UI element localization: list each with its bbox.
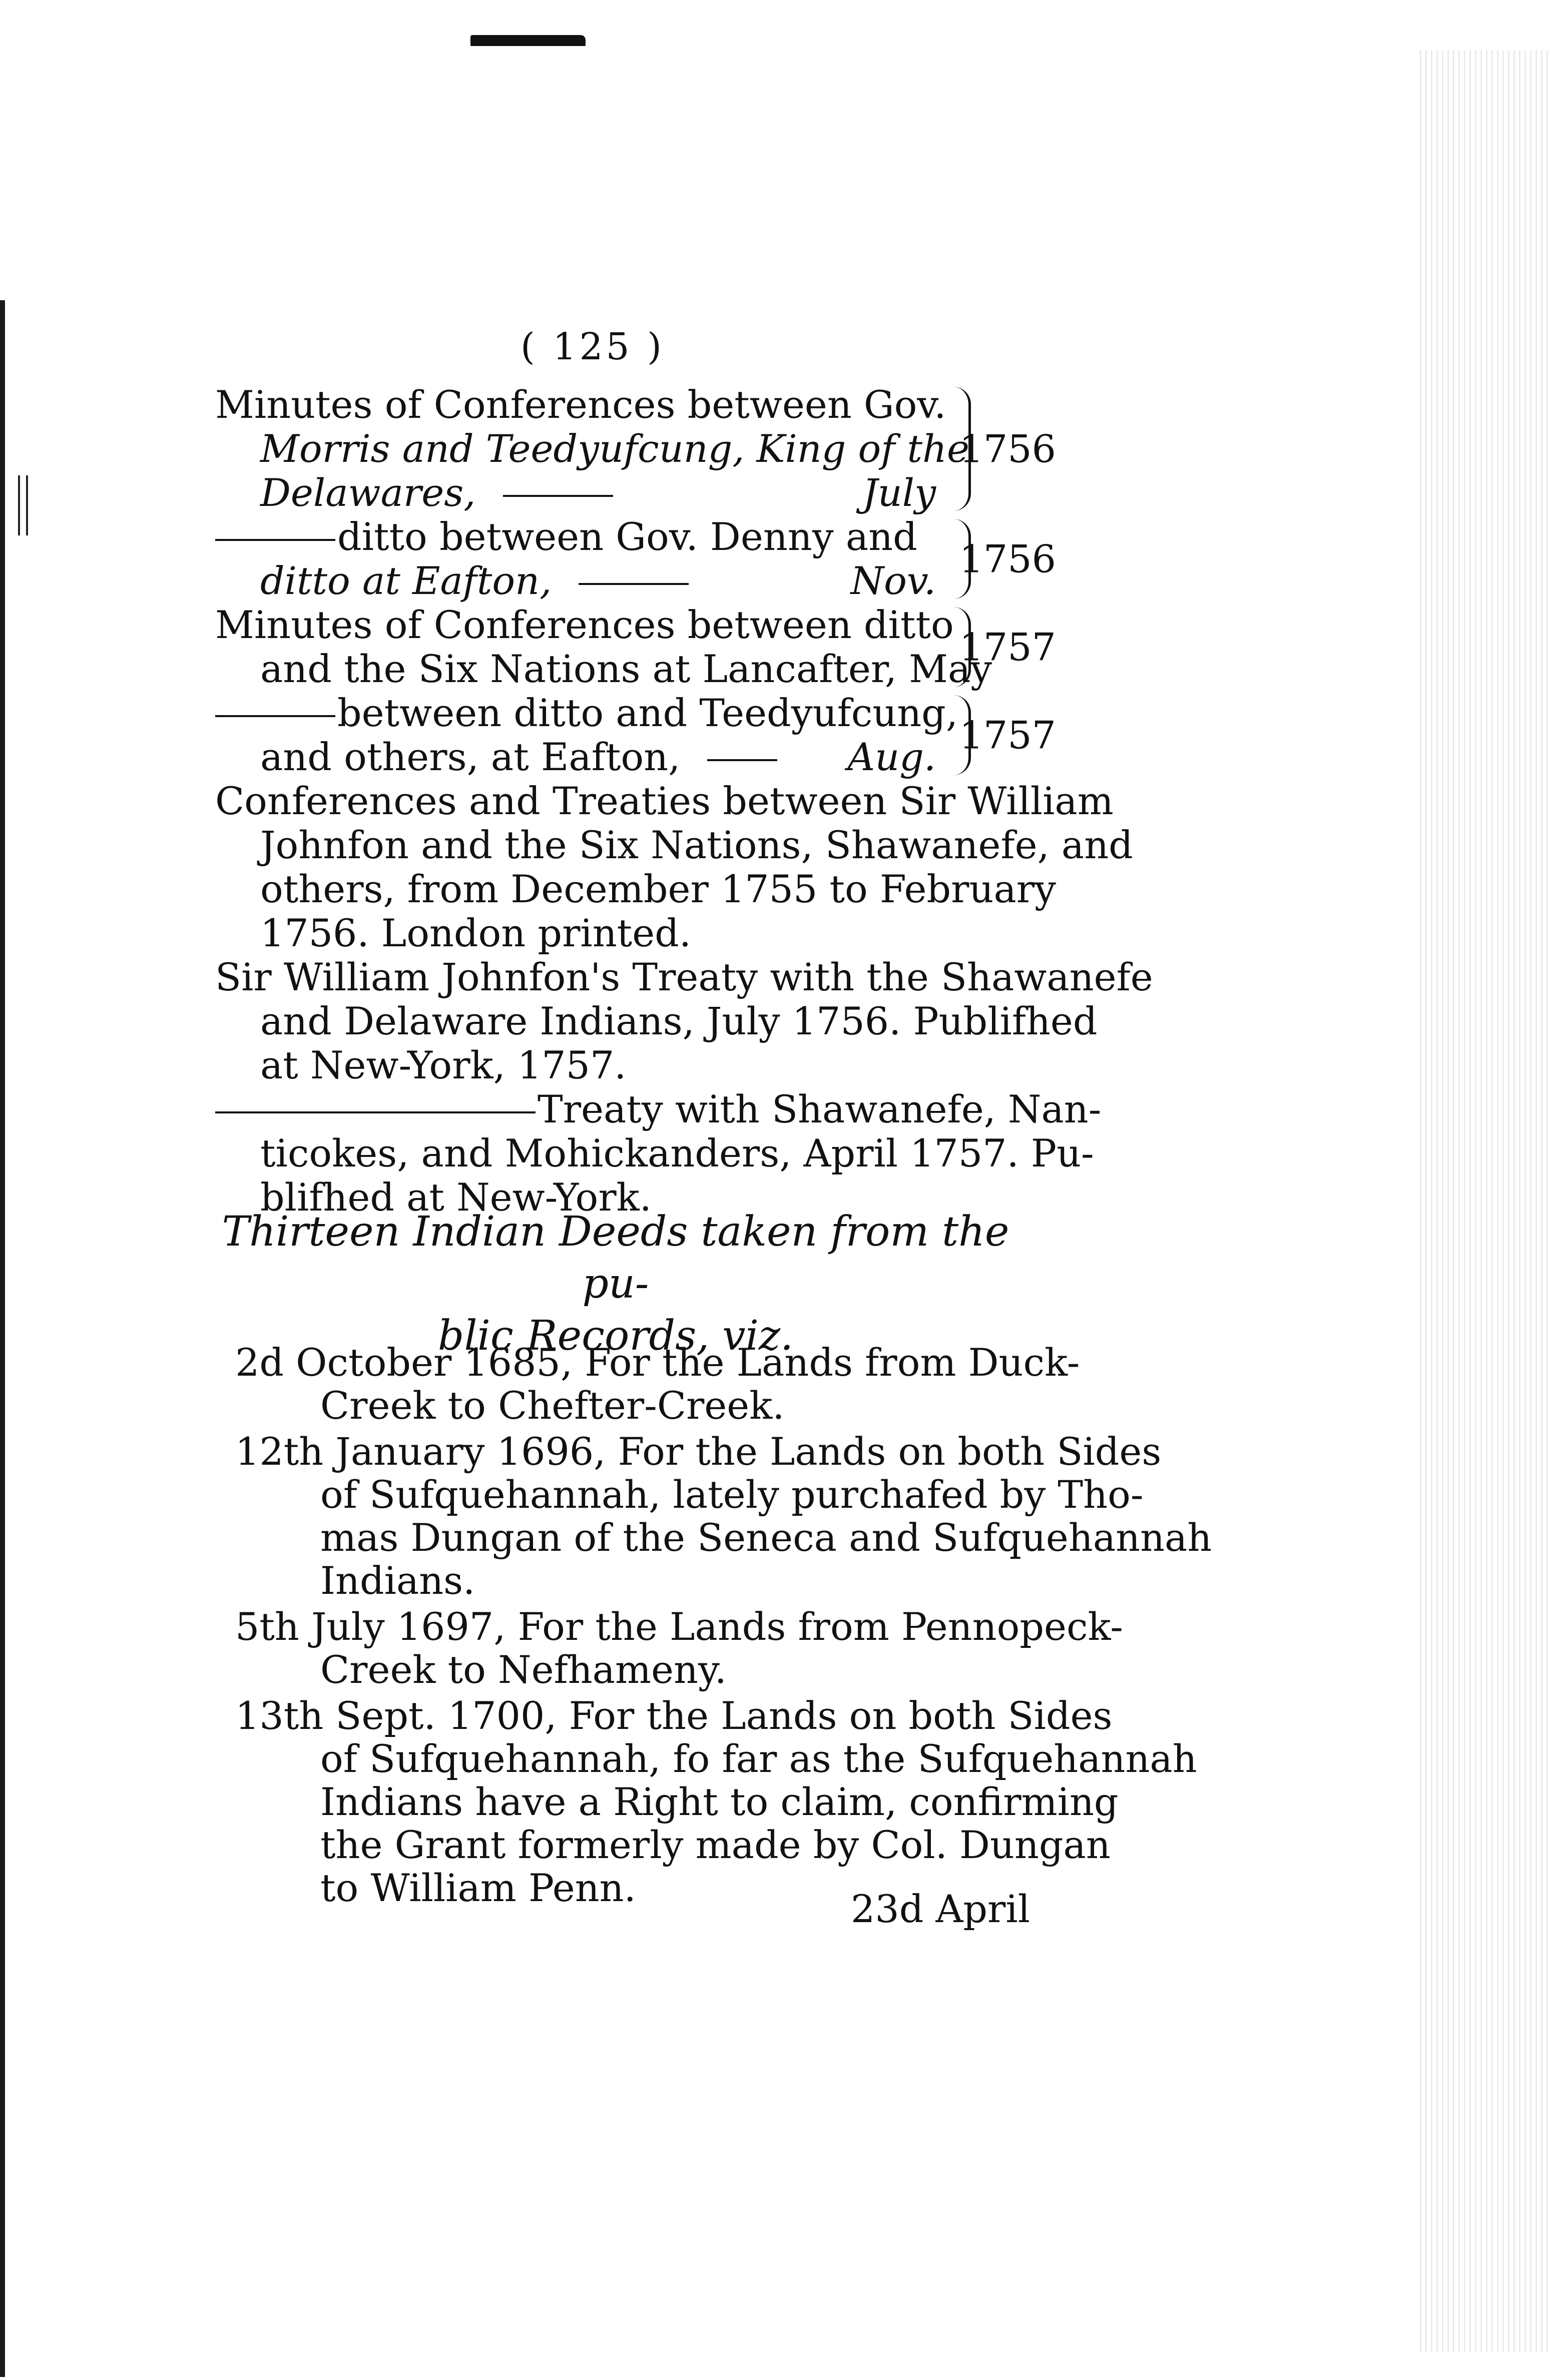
deed-text: For the Lands on both Sides [569, 1693, 1113, 1738]
deed-date: 2d October 1685, [235, 1340, 573, 1385]
entry-lancaster-1757 [215, 603, 1066, 691]
deed-1696 [235, 1429, 1212, 1603]
entry-line: 1756. London printed. [260, 911, 691, 955]
entry-year: 1757 [959, 625, 1056, 670]
deed-line: the Grant formerly made by Col. Dungan [320, 1823, 1111, 1867]
ditto-rule [215, 539, 335, 541]
entry-month: July [862, 470, 936, 515]
dash-rule [579, 583, 689, 585]
entry-line [215, 559, 936, 603]
entry-year: 1756 [959, 426, 1056, 471]
entry-denny-1756 [215, 515, 1066, 603]
scan-mark-left [18, 475, 20, 535]
scan-smudge [470, 35, 586, 46]
deed-line: Creek to Chefter-Creek. [320, 1383, 785, 1428]
deed-text: For the Lands on both Sides [618, 1429, 1162, 1474]
entry-line [215, 471, 936, 515]
entry-month: Aug. [847, 735, 936, 779]
deed-date: 5th July 1697, [235, 1604, 506, 1649]
catchword: 23d April [851, 1887, 1030, 1931]
entry-line [215, 515, 936, 559]
entry-text: and others, at Eafton, [260, 735, 681, 779]
dash-rule [503, 495, 613, 497]
deed-line: of Sufquehannah, fo far as the Sufquehannah [320, 1736, 1197, 1781]
entry-line: ticokes, and Mohickanders, April 1757. Pu- [260, 1131, 1094, 1175]
deed-line: Indians have a Right to claim, confirming [320, 1779, 1119, 1824]
entry-line: Sir William Johnfon's Treaty with the Shawanefe [215, 955, 1153, 999]
deed-line: Creek to Nefhameny. [320, 1647, 727, 1692]
entry-line: others, from December 1755 to February [260, 867, 1057, 911]
entry-johnson-conferences [215, 779, 1133, 955]
entry-text: ditto between Gov. Denny and [337, 514, 917, 559]
page-number: ( 125 ) [521, 325, 665, 368]
scan-edge-right [1420, 50, 1550, 2352]
deed-line [235, 1693, 1113, 1738]
entry-month: Nov. [850, 558, 936, 603]
deed-date: 12th January 1696, [235, 1429, 606, 1474]
scan-mark-left-2 [26, 475, 28, 535]
entry-text: Delawares, [260, 470, 476, 515]
entry-line: Morris and Teedyufcung, King of the [260, 426, 969, 471]
deed-text: For the Lands from Duck- [585, 1340, 1080, 1385]
entry-line: blifhed at New-York. [260, 1175, 652, 1220]
entry-line: and the Six Nations at Lancafter, May [260, 647, 992, 691]
entry-year: 1757 [959, 713, 1056, 758]
deed-line [235, 1340, 1080, 1385]
scan-edge-left [0, 300, 5, 2377]
deed-line: mas Dungan of the Seneca and Sufquehannah [320, 1515, 1212, 1560]
section-heading [215, 1206, 1016, 1362]
entry-line: and Delaware Indians, July 1756. Publifhed [260, 999, 1098, 1043]
deed-text: For the Lands from Pennopeck- [518, 1604, 1123, 1649]
dash-rule [707, 759, 777, 761]
entry-line [215, 1087, 1102, 1131]
deed-line [235, 1429, 1162, 1474]
deed-line: Indians. [320, 1558, 475, 1603]
entry-text: ditto at Eafton, [260, 558, 552, 603]
deed-list [235, 1340, 1212, 1910]
entry-morris-1756 [215, 383, 1066, 515]
entry-text: Treaty with Shawanefe, Nan- [538, 1087, 1102, 1131]
deed-1685 [235, 1340, 1080, 1428]
deed-line: of Sufquehannah, lately purchafed by Tho- [320, 1472, 1144, 1517]
conference-list [215, 382, 1153, 1220]
deed-1700 [235, 1693, 1197, 1910]
entry-line [215, 735, 936, 779]
entry-easton-1757 [215, 691, 1066, 779]
entry-line: at New-York, 1757. [260, 1043, 627, 1087]
heading-line: Thirteen Indian Deeds taken from the pu- [222, 1208, 1009, 1308]
entry-treaty-1757 [215, 1087, 1102, 1220]
ditto-rule [215, 1111, 536, 1113]
entry-line: Minutes of Conferences between Gov. [215, 382, 946, 427]
entry-line: Conferences and Treaties between Sir William [215, 779, 1114, 823]
entry-text: between ditto and Teedyufcung, [337, 691, 958, 735]
entry-line: Johnfon and the Six Nations, Shawanefe, and [260, 823, 1133, 867]
entry-line: Minutes of Conferences between ditto [215, 603, 954, 647]
entry-year: 1756 [959, 536, 1056, 581]
entry-line [215, 691, 958, 735]
heading-line: blic Records, viz. [437, 1312, 794, 1360]
ditto-rule [215, 715, 335, 717]
deed-1697 [235, 1604, 1123, 1692]
deed-line [235, 1604, 1123, 1649]
deed-date: 13th Sept. 1700, [235, 1693, 557, 1738]
deed-line: to William Penn. [320, 1866, 636, 1910]
entry-johnson-treaty-1756 [215, 955, 1153, 1087]
